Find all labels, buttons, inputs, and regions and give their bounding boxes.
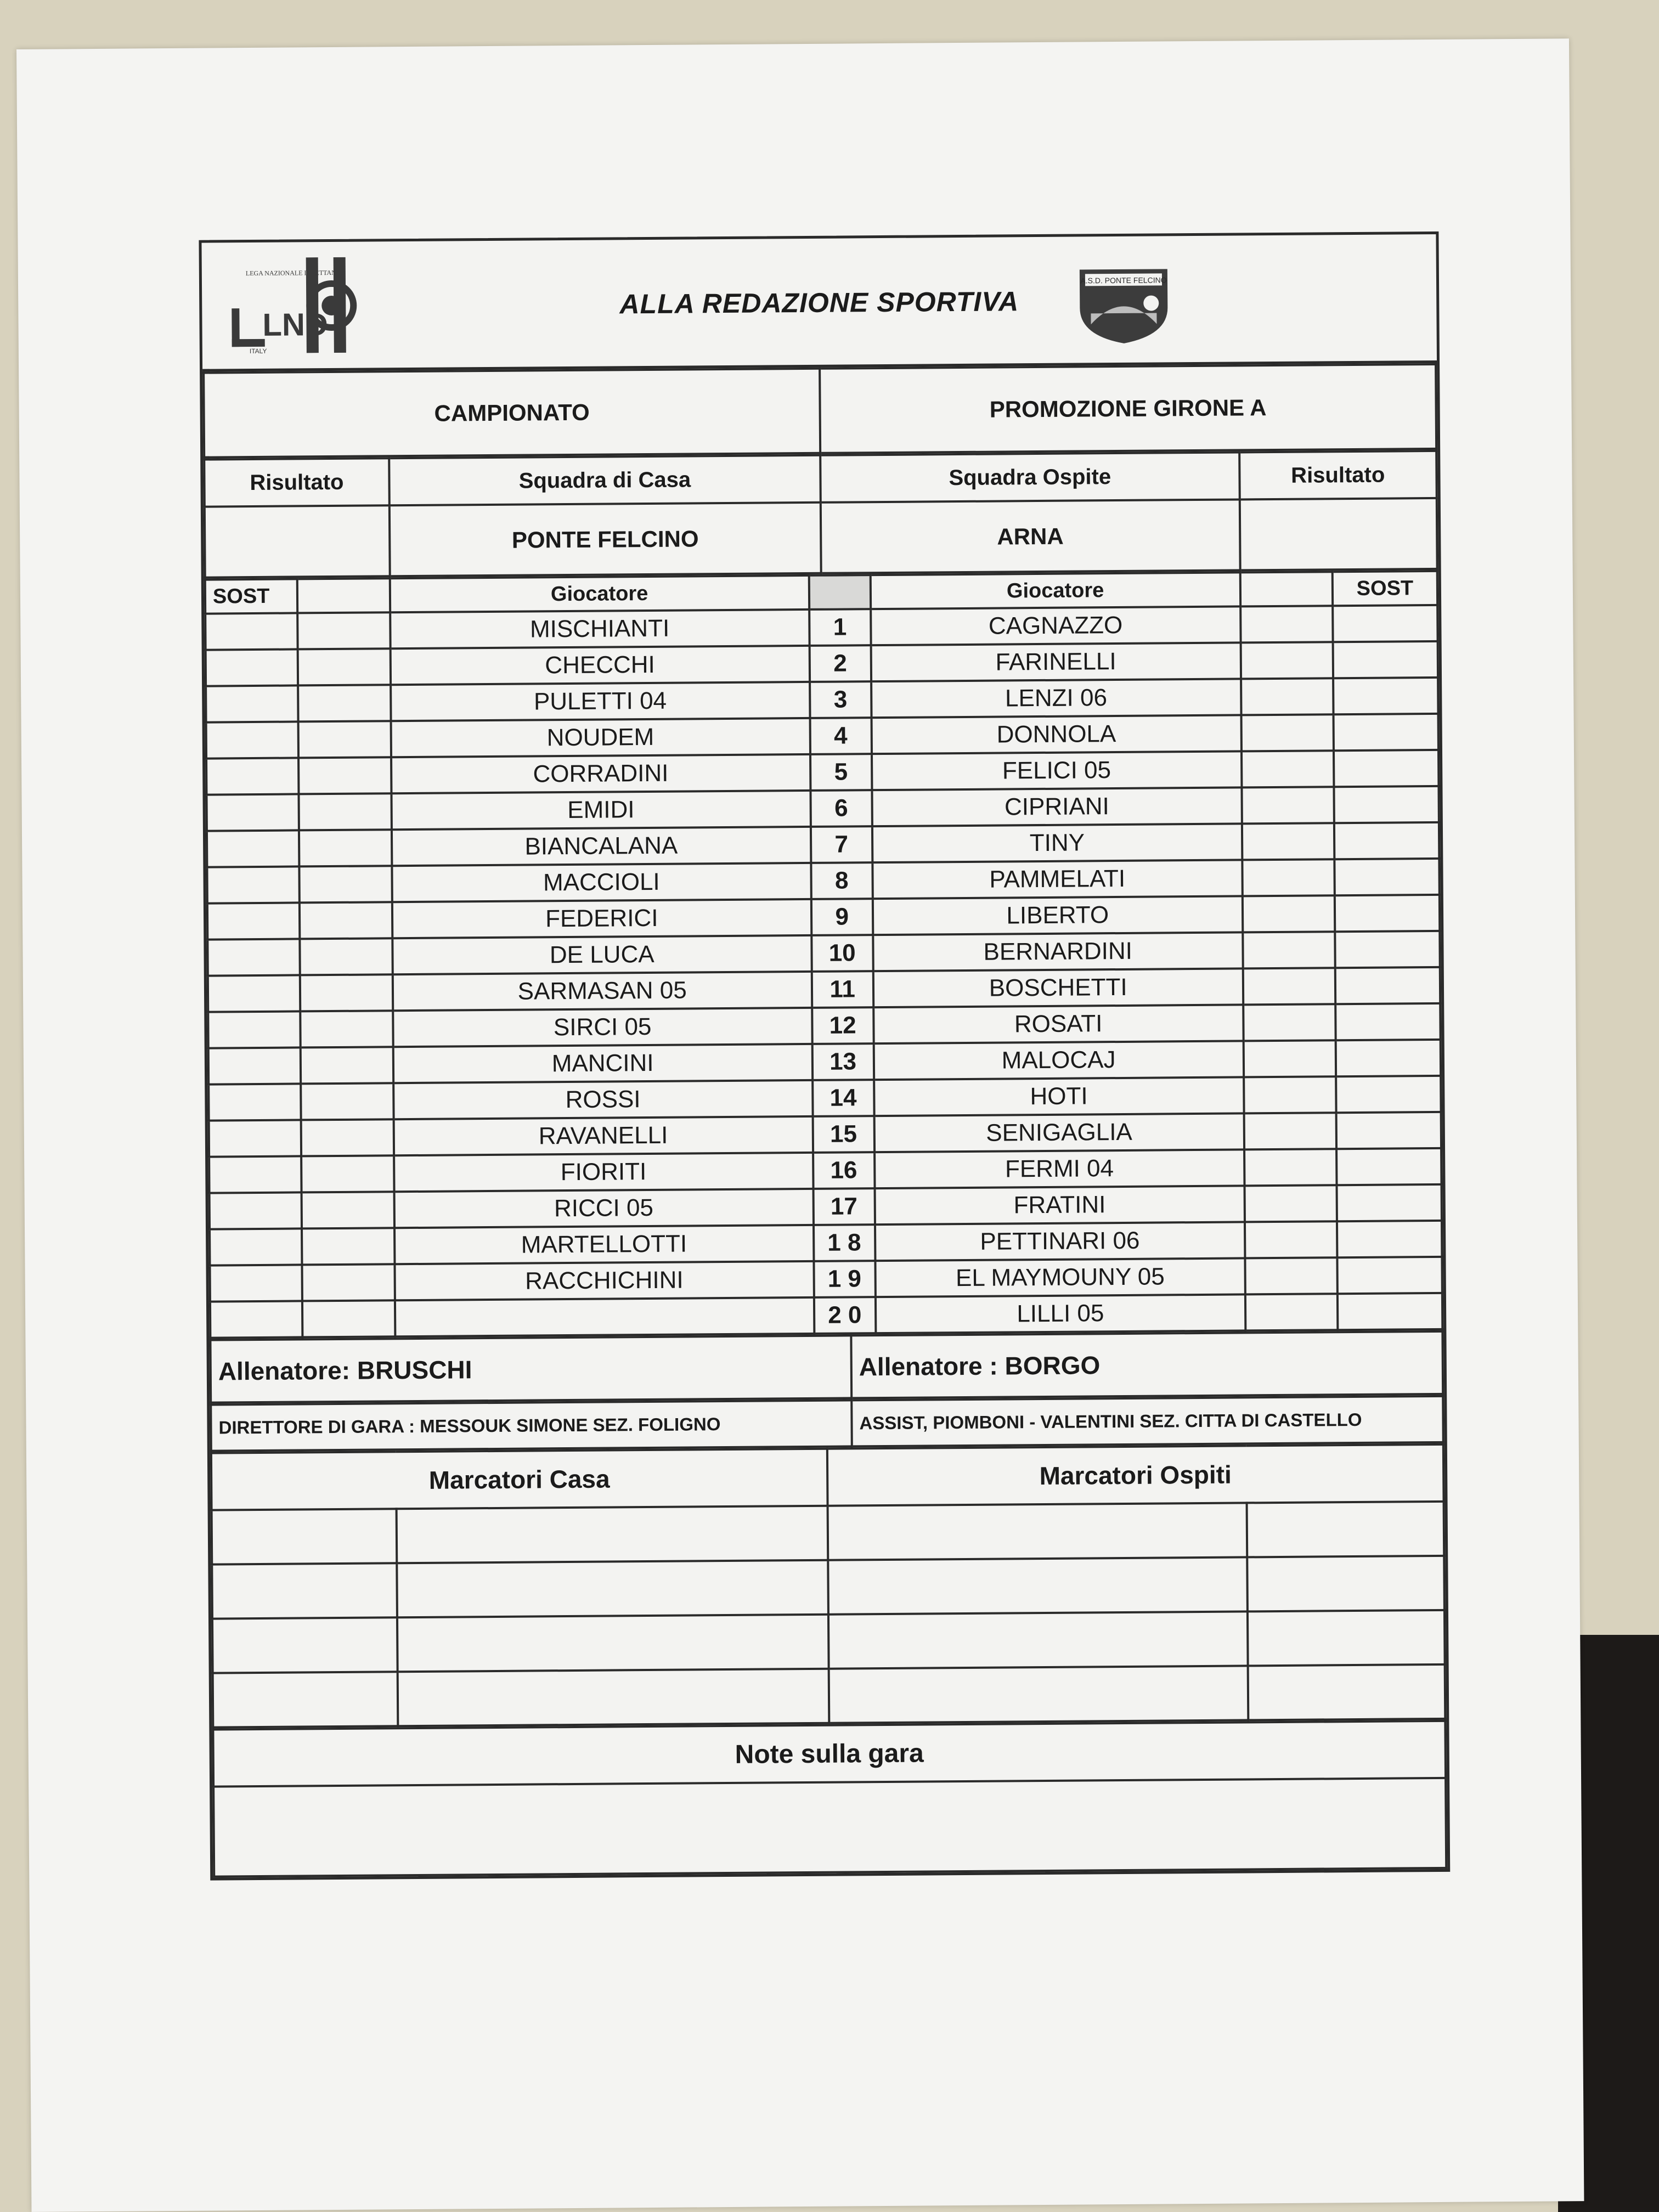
scorer-cell: [212, 1509, 397, 1564]
home-blank-header: [297, 578, 390, 613]
home-team-name: PONTE FELCINO: [390, 503, 821, 576]
away-sost-cell: [1338, 1293, 1442, 1330]
away-sost-cell: [1334, 822, 1439, 859]
home-sost-cell: [206, 794, 299, 831]
scorer-cell: [1248, 1610, 1445, 1666]
home-player-name: NOUDEM: [391, 718, 810, 757]
away-extra-cell: [1244, 1185, 1337, 1222]
scorer-cell: [1248, 1664, 1445, 1720]
home-player-name: CORRADINI: [391, 754, 810, 793]
away-player-name: ROSATI: [873, 1005, 1243, 1043]
home-sost-cell: [208, 1011, 301, 1048]
home-sost-cell: [210, 1265, 302, 1301]
away-sost-cell: [1337, 1257, 1442, 1294]
away-sost-header: SOST: [1333, 571, 1437, 606]
notes-body: [213, 1778, 1446, 1877]
shirt-number: 12: [812, 1007, 874, 1044]
away-extra-cell: [1242, 895, 1335, 932]
away-player-name: TINY: [872, 823, 1242, 862]
home-extra-cell: [301, 1119, 394, 1156]
away-sost-cell: [1337, 1184, 1442, 1221]
competition-label: CAMPIONATO: [204, 369, 820, 458]
home-extra-cell: [299, 830, 392, 866]
shirt-number: 13: [812, 1043, 874, 1080]
home-player-name: RAVANELLI: [394, 1116, 813, 1155]
away-extra-cell: [1242, 823, 1335, 860]
home-extra-cell: [300, 974, 393, 1011]
away-player-name: FELICI 05: [872, 751, 1242, 790]
page-title: ALLA REDAZIONE SPORTIVA: [619, 286, 1019, 320]
home-sost-cell: [208, 975, 301, 1012]
away-extra-cell: [1240, 606, 1333, 642]
away-sost-cell: [1334, 859, 1439, 895]
away-sost-cell: [1337, 1221, 1442, 1257]
away-extra-cell: [1245, 1257, 1338, 1294]
coaches-table: [209, 1330, 1444, 1404]
away-scorers-label: Marcatori Ospiti: [827, 1444, 1444, 1506]
home-player-name: RICCI 05: [394, 1189, 813, 1228]
scorer-cell: [1247, 1556, 1444, 1612]
scorer-cell: [213, 1672, 398, 1727]
home-coach: Allenatore: BRUSCHI: [210, 1335, 851, 1402]
shirt-number: 9: [811, 899, 873, 935]
away-player-header: Giocatore: [871, 572, 1240, 609]
home-sost-cell: [206, 721, 299, 758]
away-extra-cell: [1244, 1113, 1336, 1149]
scorer-cell: [828, 1557, 1247, 1614]
scorer-cell: [1246, 1502, 1444, 1558]
away-extra-cell: [1242, 787, 1334, 823]
home-sost-cell: [207, 902, 300, 939]
shirt-number: 17: [813, 1188, 875, 1225]
shirt-number: 4: [810, 718, 872, 754]
away-result-value: [1239, 498, 1437, 571]
away-team-label: Squadra Ospite: [820, 452, 1239, 502]
away-extra-cell: [1245, 1221, 1338, 1258]
players-table: [204, 570, 1444, 1339]
scorer-cell: [398, 1669, 830, 1726]
shirt-number: 16: [813, 1152, 875, 1189]
scorer-cell: [828, 1503, 1247, 1560]
home-sost-header: SOST: [205, 579, 298, 613]
away-player-name: FRATINI: [874, 1186, 1244, 1224]
shirt-number: 15: [812, 1116, 874, 1153]
away-player-name: DONNOLA: [871, 715, 1241, 754]
away-player-name: SENIGAGLIA: [874, 1113, 1244, 1152]
shirt-number: 14: [812, 1080, 874, 1116]
shirt-number: 2: [809, 645, 871, 682]
scorer-cell: [397, 1560, 828, 1617]
home-extra-cell: [298, 685, 391, 721]
away-extra-cell: [1242, 859, 1335, 896]
shirt-number: 7: [810, 826, 872, 863]
shirt-number: 8: [811, 862, 873, 899]
teams-table: [203, 450, 1438, 579]
home-extra-cell: [302, 1155, 394, 1192]
home-sost-cell: [207, 830, 300, 867]
away-player-name: HOTI: [874, 1077, 1244, 1116]
away-extra-cell: [1242, 751, 1334, 787]
shirt-number: 2 0: [814, 1297, 876, 1334]
home-sost-cell: [205, 613, 298, 650]
shirt-number: 1 8: [814, 1224, 876, 1261]
away-sost-cell: [1335, 1003, 1440, 1040]
home-sost-cell: [206, 685, 298, 722]
shirt-number: 1: [809, 609, 871, 646]
shirt-number: 10: [811, 935, 873, 972]
away-extra-cell: [1243, 932, 1335, 968]
svg-text:LND: LND: [262, 307, 328, 343]
home-extra-cell: [298, 648, 391, 685]
home-result-value: [205, 505, 390, 577]
home-player-name: RACCHICHINI: [394, 1261, 814, 1300]
scorer-cell: [397, 1615, 829, 1672]
number-header: [809, 575, 871, 610]
home-player-name: SARMASAN 05: [393, 972, 812, 1011]
home-player-name: SIRCI 05: [393, 1008, 812, 1047]
home-sost-cell: [207, 866, 300, 903]
home-sost-cell: [207, 939, 300, 975]
away-result-label: Risultato: [1239, 451, 1437, 500]
scorer-cell: [212, 1617, 398, 1673]
home-extra-cell: [298, 721, 391, 758]
home-sost-cell: [206, 758, 299, 794]
scorer-cell: [829, 1666, 1248, 1723]
home-extra-cell: [300, 902, 392, 939]
home-sost-cell: [209, 1156, 302, 1193]
home-sost-cell: [208, 1047, 301, 1084]
away-coach: Allenatore : BORGO: [851, 1331, 1443, 1398]
away-extra-cell: [1243, 1040, 1336, 1077]
scorers-table: [210, 1443, 1446, 1729]
home-extra-cell: [302, 1228, 394, 1265]
home-extra-cell: [301, 1011, 393, 1047]
home-extra-cell: [301, 1083, 394, 1120]
paper-sheet: [16, 38, 1584, 2212]
away-player-name: FERMI 04: [874, 1149, 1244, 1188]
home-player-name: MANCINI: [393, 1044, 812, 1083]
home-extra-cell: [299, 793, 392, 830]
home-player-name: BIANCALANA: [392, 827, 811, 866]
assistant-referees: ASSIST, PIOMBONI - VALENTINI SEZ. CITTA DI CASTELLO: [851, 1396, 1443, 1447]
away-sost-cell: [1334, 750, 1438, 787]
away-sost-cell: [1334, 714, 1438, 751]
away-extra-cell: [1245, 1294, 1338, 1330]
away-player-name: EL MAYMOUNY 05: [875, 1258, 1245, 1297]
home-player-name: FIORITI: [394, 1153, 813, 1192]
home-sost-cell: [209, 1120, 302, 1156]
home-scorers-label: Marcatori Casa: [211, 1449, 828, 1510]
away-sost-cell: [1333, 641, 1438, 678]
home-sost-cell: [210, 1228, 302, 1265]
away-player-name: FARINELLI: [871, 642, 1240, 681]
away-player-name: BERNARDINI: [873, 932, 1243, 971]
shirt-number: 1 9: [814, 1261, 876, 1297]
home-extra-cell: [302, 1300, 395, 1337]
notes-label: Note sulla gara: [213, 1721, 1446, 1787]
away-player-name: LENZI 06: [871, 679, 1241, 718]
home-player-name: MISCHIANTI: [390, 610, 809, 648]
home-player-name: DE LUCA: [392, 935, 811, 974]
away-sost-cell: [1336, 1148, 1441, 1185]
svg-text:A.S.D. PONTE FELCINO: A.S.D. PONTE FELCINO: [1080, 275, 1167, 285]
away-extra-cell: [1244, 1149, 1337, 1186]
home-sost-cell: [208, 1084, 301, 1120]
home-sost-cell: [206, 649, 298, 686]
away-extra-cell: [1241, 678, 1334, 715]
home-sost-cell: [210, 1192, 302, 1229]
away-player-name: CIPRIANI: [872, 787, 1242, 826]
away-player-name: PETTINARI 06: [875, 1222, 1245, 1261]
club-crest-icon: [1069, 258, 1179, 346]
home-player-name: MARTELLOTTI: [394, 1225, 814, 1264]
away-team-name: ARNA: [821, 499, 1240, 573]
competition-table: [202, 363, 1437, 459]
home-extra-cell: [298, 612, 391, 649]
away-sost-cell: [1336, 1076, 1441, 1113]
svg-text:LEGA NAZIONALE DILETTANTI: LEGA NAZIONALE DILETTANTI: [245, 268, 343, 278]
home-player-name: MACCIOLI: [392, 863, 811, 902]
away-extra-cell: [1243, 968, 1335, 1005]
away-extra-cell: [1244, 1076, 1336, 1113]
away-sost-cell: [1333, 605, 1437, 642]
away-player-name: CAGNAZZO: [871, 606, 1240, 645]
away-extra-cell: [1240, 642, 1333, 679]
away-player-name: BOSCHETTI: [873, 968, 1243, 1007]
player-rows: [205, 605, 1442, 1338]
home-player-name: EMIDI: [391, 791, 810, 830]
away-player-name: PAMMELATI: [872, 860, 1242, 899]
shirt-number: 5: [810, 754, 872, 791]
shirt-number: 6: [810, 790, 872, 827]
shirt-number: 3: [810, 681, 872, 718]
home-extra-cell: [302, 1192, 394, 1228]
away-player-name: LILLI 05: [876, 1294, 1245, 1333]
away-extra-cell: [1241, 714, 1334, 751]
match-report-form: [199, 232, 1450, 1881]
away-sost-cell: [1335, 967, 1440, 1004]
away-player-name: LIBERTO: [873, 896, 1243, 935]
officials-table: [210, 1395, 1444, 1452]
form-header: [201, 234, 1437, 372]
home-extra-cell: [300, 866, 392, 902]
home-sost-cell: [210, 1301, 303, 1338]
competition-value: PROMOZIONE GIRONE A: [820, 364, 1436, 453]
away-sost-cell: [1333, 678, 1438, 714]
scorer-cell: [828, 1611, 1248, 1668]
home-extra-cell: [300, 938, 393, 975]
away-sost-cell: [1335, 895, 1440, 932]
home-player-header: Giocatore: [390, 575, 809, 612]
away-sost-cell: [1336, 1040, 1441, 1076]
scorer-cell: [396, 1506, 828, 1563]
home-extra-cell: [298, 757, 391, 794]
away-sost-cell: [1335, 931, 1440, 968]
home-result-label: Risultato: [204, 458, 389, 506]
notes-table: [212, 1720, 1447, 1878]
home-extra-cell: [302, 1264, 395, 1301]
scorer-cell: [212, 1563, 397, 1618]
away-sost-cell: [1336, 1112, 1441, 1149]
home-extra-cell: [301, 1047, 393, 1084]
home-player-name: FEDERICI: [392, 899, 811, 938]
away-blank-header: [1240, 572, 1333, 606]
away-extra-cell: [1243, 1004, 1336, 1041]
home-player-name: PULETTI 04: [391, 682, 810, 721]
shirt-number: 11: [811, 971, 873, 1008]
home-player-name: [395, 1297, 814, 1336]
away-sost-cell: [1334, 786, 1439, 823]
home-player-name: ROSSI: [393, 1080, 812, 1119]
referee: DIRETTORE DI GARA : MESSOUK SIMONE SEZ. FOLIGNO: [211, 1400, 851, 1451]
home-player-name: CHECCHI: [391, 646, 810, 685]
svg-text:ITALY: ITALY: [249, 347, 267, 356]
home-team-label: Squadra di Casa: [389, 455, 821, 505]
away-player-name: MALOCAJ: [874, 1041, 1244, 1080]
